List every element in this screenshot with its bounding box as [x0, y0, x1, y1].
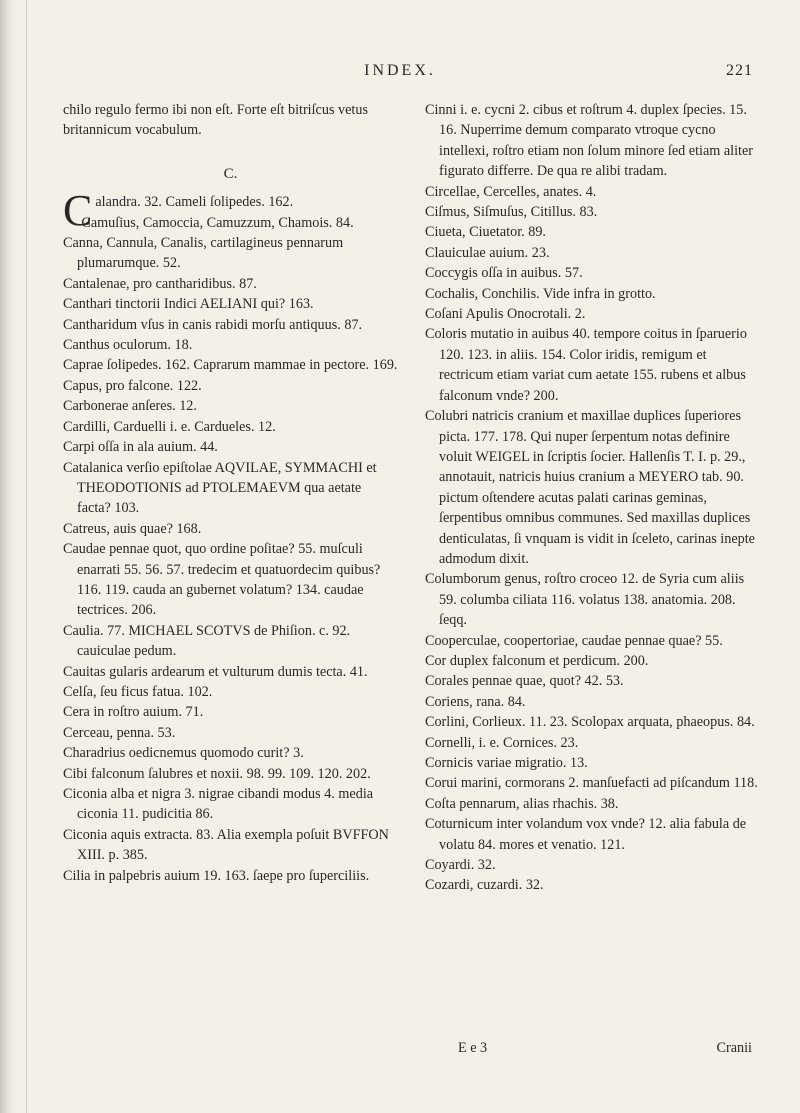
index-entry: Catalanica verſio epiſtolae AQVILAE, SYMMACHI et THEODOTIONIS ad PTOLEMAEVM qua aetate facta? 103. [63, 459, 377, 517]
index-entry: Coſta pennarum, alias rhachis. 38. [425, 795, 619, 812]
index-entry: Corales pennae quae, quot? 42. 53. [425, 673, 624, 690]
index-entry: Ciconia alba et nigra 3. nigrae cibandi modus 4. media ciconia 11. pudicitia 86. [63, 786, 374, 823]
index-entry: Capus, pro falcone. 122. [63, 377, 202, 394]
index-entry: Cantalenae, pro cantharidibus. 87. [63, 275, 257, 292]
index-entry: Cibi falconum ſalubres et noxii. 98. 99. 109. 120. 202. [63, 765, 371, 782]
index-entry: Cauitas gularis ardearum et vulturum dumis tecta. 41. [63, 663, 368, 680]
index-entry: Coloris mutatio in auibus 40. tempore coitus in ſparuerio 120. 123. in aliis. 154. Color iridis, remigum et rectricum etiam variat cum aetate 155. rubens et albus falconum vnde? 200. [425, 326, 747, 404]
index-entry: Cardilli, Carduelli i. e. Cardueles. 12. [63, 418, 276, 435]
index-entry: Canthus oculorum. 18. [63, 337, 193, 354]
letter-heading: C. [223, 165, 238, 182]
right-column [425, 100, 760, 896]
first-entry-text: alandra. 32. Cameli ſolipedes. 162. [95, 194, 294, 211]
index-entry: Cinni i. e. cycni 2. cibus et roſtrum 4. duplex ſpecies. 15. 16. Nuperrime demum comparato vtroque cycno intellexi, roſtro etiam non ſolum minore ſed etiam aliter figurato differre. De qua re alibi tradam. [425, 102, 754, 180]
binding-edge [0, 0, 14, 1113]
page-number: 221 [726, 62, 753, 79]
index-entry: Caulia. 77. MICHAEL SCOTVS de Phiſion. c. 92. cauiculae pedum. [63, 622, 351, 660]
index-entry: Clauiculae auium. 23. [425, 244, 550, 261]
index-entry: Coriens, rana. 84. [425, 693, 526, 710]
index-title: INDEX. [364, 62, 436, 79]
drop-initial: C [63, 186, 93, 236]
index-entry: Charadrius oedicnemus quomodo curit? 3. [63, 745, 304, 762]
index-entry: Cor duplex falconum et perdicum. 200. [425, 652, 649, 669]
index-entry: Carpi oſſa in ala auium. 44. [63, 439, 218, 456]
index-entry: Carbonerae anſeres. 12. [63, 398, 197, 415]
index-entry: Coccygis oſſa in auibus. 57. [425, 265, 583, 282]
index-entry: Corui marini, cormorans 2. manſuefacti ad piſcandum 118. [425, 775, 758, 792]
index-entry: Caprae ſolipedes. 162. Caprarum mammae in pectore. 169. [63, 357, 398, 374]
index-entry: Cozardi, cuzardi. 32. [425, 877, 544, 894]
index-entry: Cerceau, penna. 53. [63, 724, 176, 741]
index-entry: Canna, Cannula, Canalis, cartilagineus pennarum plumarumque. 52. [63, 235, 344, 272]
left-column [63, 100, 398, 886]
index-entry: Coyardi. 32. [425, 857, 496, 874]
index-entry: Cantharidum vſus in canis rabidi morſu antiquus. 87. [63, 316, 363, 333]
left-entry-list [63, 213, 398, 886]
right-entry-list [425, 100, 760, 896]
gutter-line [26, 0, 27, 1113]
index-entry: Coturnicum inter volandum vox vnde? 12. alia fabula de volatu 84. mores et venatio. 121. [425, 816, 747, 853]
index-entry: Ciconia aquis extracta. 83. Alia exempla poſuit BVFFON XIII. p. 385. [63, 826, 389, 864]
index-entry: Caudae pennae quot, quo ordine poſitae? 55. muſculi enarrati 55. 56. 57. tredecim et quatuordecim quibus? 116. 119. cauda an gubernet volatum? 134. caudae tectrices. 206. [63, 541, 381, 619]
index-entry: Coſani Apulis Onocrotali. 2. [425, 306, 586, 323]
continuation-entry: chilo regulo fermo ibi non eſt. Forte eſt bitriſcus vetus britannicum vocabulum. [63, 102, 368, 139]
index-entry: Colubri natricis cranium et maxillae duplices ſuperiores picta. 177. 178. Qui nuper ſerpentum notas definire voluit WEIGEL in ſcriptis ſocier. Hallenſis T. I. p. 29., annotauit, natricis huius cranium a MEYERO tab. 90. pictum oſtendere acutas palati carinas geminas, ſerpentibus omnibus communes. Sed maxillas duplices denticulatas, ſi vnquam is vidit in ſceleto, carinas inepte admodum dixit. [425, 408, 755, 567]
index-entry: Ciſmus, Siſmuſus, Citillus. 83. [425, 204, 598, 221]
index-entry: Cera in roſtro auium. 71. [63, 704, 204, 721]
index-entry: Circellae, Cercelles, anates. 4. [425, 183, 597, 200]
index-entry: Cornelli, i. e. Cornices. 23. [425, 734, 579, 751]
index-entry: Cornicis variae migratio. 13. [425, 755, 588, 771]
index-entry: Corlini, Corlieux. 11. 23. Scolopax arquata, phaeopus. 84. [425, 714, 755, 731]
index-entry: Celſa, ſeu ficus fatua. 102. [63, 683, 213, 700]
index-entry: Cooperculae, coopertoriae, caudae pennae quae? 55. [425, 632, 723, 649]
index-entry: Catreus, auis quae? 168. [63, 520, 202, 537]
index-entry: Cochalis, Conchilis. Vide infra in grotto. [425, 285, 656, 302]
index-entry: Canthari tinctorii Indici AELIANI qui? 163. [63, 296, 314, 313]
index-entry: Ciueta, Ciuetator. 89. [425, 224, 546, 241]
signature-mark: E e 3 [458, 1040, 488, 1056]
index-entry: Cilia in palpebris auium 19. 163. ſaepe pro ſuperciliis. [63, 867, 370, 884]
catchword: Cranii [716, 1040, 752, 1056]
index-entry: Columborum genus, roſtro croceo 12. de Syria cum aliis 59. columba ciliata 116. volatus 138. anatomia. 208. ſeqq. [425, 571, 745, 629]
index-entry: Camuſius, Camoccia, Camuzzum, Chamois. 84. [81, 214, 354, 231]
